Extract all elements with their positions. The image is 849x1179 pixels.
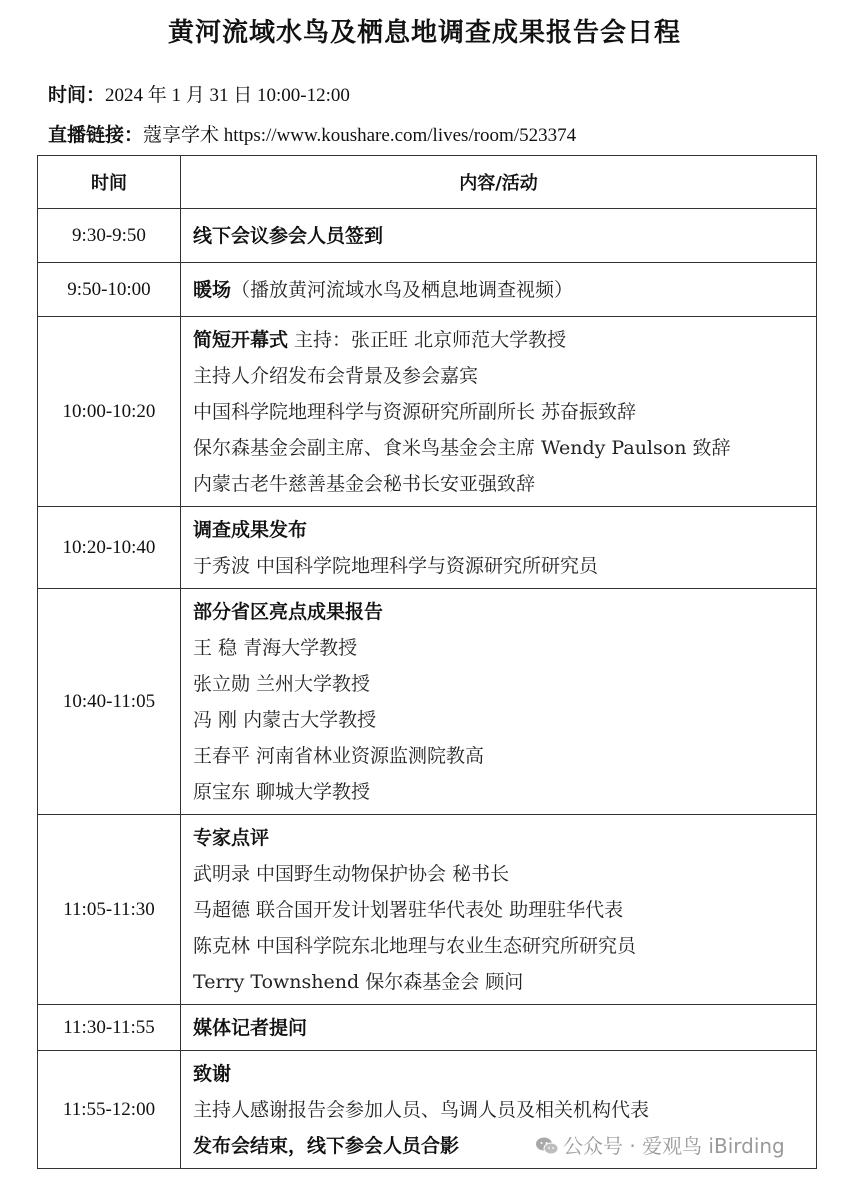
activity-detail: 主持人感谢报告会参加人员、鸟调人员及相关机构代表 [193, 1098, 650, 1121]
activity-title: 简短开幕式 [193, 328, 289, 351]
table-row [38, 317, 817, 507]
activity-title: 发布会结束，线下参会人员合影 [193, 1134, 460, 1157]
activity-title: 暖场 [193, 278, 232, 301]
content-line [193, 630, 816, 666]
activity-detail: 原宝东 聊城大学教授 [193, 780, 371, 803]
content-line [193, 358, 816, 394]
activity-detail: 保尔森基金会副主席、食米鸟基金会主席 Wendy Paulson 致辞 [193, 436, 731, 459]
activity-detail: 马超德 联合国开发计划署驻华代表处 助理驻华代表 [193, 898, 624, 921]
watermark-text: 公众号 · 爱观鸟 iBirding [563, 1134, 785, 1158]
activity-detail: 内蒙古老牛慈善基金会秘书长安亚强致辞 [193, 472, 536, 495]
content-line [193, 666, 816, 702]
content-line [193, 1056, 816, 1092]
link-label: 直播链接： [48, 124, 144, 146]
table-row [38, 589, 817, 815]
row-time: 10:00-10:20 [38, 317, 181, 507]
activity-detail: （播放黄河流域水鸟及栖息地调查视频） [231, 278, 574, 301]
activity-detail: 张立勋 兰州大学教授 [193, 672, 371, 695]
content-line [193, 1010, 816, 1046]
time-value: 2024 年 1 月 31 日 10:00-12:00 [105, 85, 350, 106]
table-header-row [38, 156, 817, 209]
row-time: 10:40-11:05 [38, 589, 181, 815]
wechat-icon [535, 1136, 559, 1156]
activity-detail: 冯 刚 内蒙古大学教授 [193, 708, 377, 731]
table-row [38, 1005, 817, 1051]
activity-detail: 王春平 河南省林业资源监测院教高 [193, 744, 485, 767]
activity-title: 线下会议参会人员签到 [193, 224, 384, 247]
activity-detail: 武明录 中国野生动物保护协会 秘书长 [193, 862, 510, 885]
content-line [193, 394, 816, 430]
content-line [193, 594, 816, 630]
header-time: 时间 [38, 156, 181, 209]
row-time: 11:55-12:00 [38, 1051, 181, 1169]
row-time: 11:30-11:55 [38, 1005, 181, 1051]
activity-detail: 王 稳 青海大学教授 [193, 636, 358, 659]
time-label: 时间： [48, 84, 106, 106]
row-content [181, 317, 817, 507]
header-content: 内容/活动 [181, 156, 817, 209]
content-line [193, 820, 816, 856]
activity-title: 专家点评 [193, 826, 270, 849]
row-content [181, 815, 817, 1005]
row-time: 10:20-10:40 [38, 507, 181, 589]
activity-detail: 于秀波 中国科学院地理科学与资源研究所研究员 [193, 554, 599, 577]
content-line [193, 512, 816, 548]
row-time: 9:50-10:00 [38, 263, 181, 317]
content-line [193, 272, 816, 308]
activity-title: 调查成果发布 [193, 518, 308, 541]
activity-detail: Terry Townshend 保尔森基金会 顾问 [193, 970, 524, 993]
page-title: 黄河流域水鸟及栖息地调查成果报告会日程 [167, 18, 681, 48]
row-content [181, 507, 817, 589]
table-row [38, 263, 817, 317]
content-line [193, 466, 816, 502]
watermark [535, 1130, 785, 1159]
activity-detail: 陈克林 中国科学院东北地理与农业生态研究所研究员 [193, 934, 637, 957]
activity-detail: 主持人介绍发布会背景及参会嘉宾 [193, 364, 479, 387]
row-content [181, 263, 817, 317]
row-content [181, 1005, 817, 1051]
live-link [48, 120, 576, 147]
event-time [48, 80, 350, 107]
content-line [193, 218, 816, 254]
row-content [181, 209, 817, 263]
table-row [38, 815, 817, 1005]
content-line [193, 548, 816, 584]
content-line [193, 702, 816, 738]
row-time: 11:05-11:30 [38, 815, 181, 1005]
content-line [193, 892, 816, 928]
activity-title: 媒体记者提问 [193, 1016, 308, 1039]
activity-detail: 中国科学院地理科学与资源研究所副所长 苏奋振致辞 [193, 400, 637, 423]
content-line [193, 322, 816, 358]
row-time: 9:30-9:50 [38, 209, 181, 263]
activity-title: 致谢 [193, 1062, 232, 1085]
table-row [38, 209, 817, 263]
content-line [193, 928, 816, 964]
content-line [193, 964, 816, 1000]
link-value[interactable]: 蔻享学术 https://www.koushare.com/lives/room/523374 [143, 125, 577, 146]
content-line [193, 430, 816, 466]
activity-detail: 主持：张正旺 北京师范大学教授 [288, 328, 567, 351]
table-row [38, 507, 817, 589]
activity-title: 部分省区亮点成果报告 [193, 600, 384, 623]
content-line [193, 738, 816, 774]
schedule-table [37, 155, 817, 1169]
content-line [193, 856, 816, 892]
content-line [193, 774, 816, 810]
row-content [181, 589, 817, 815]
content-line [193, 1092, 816, 1128]
